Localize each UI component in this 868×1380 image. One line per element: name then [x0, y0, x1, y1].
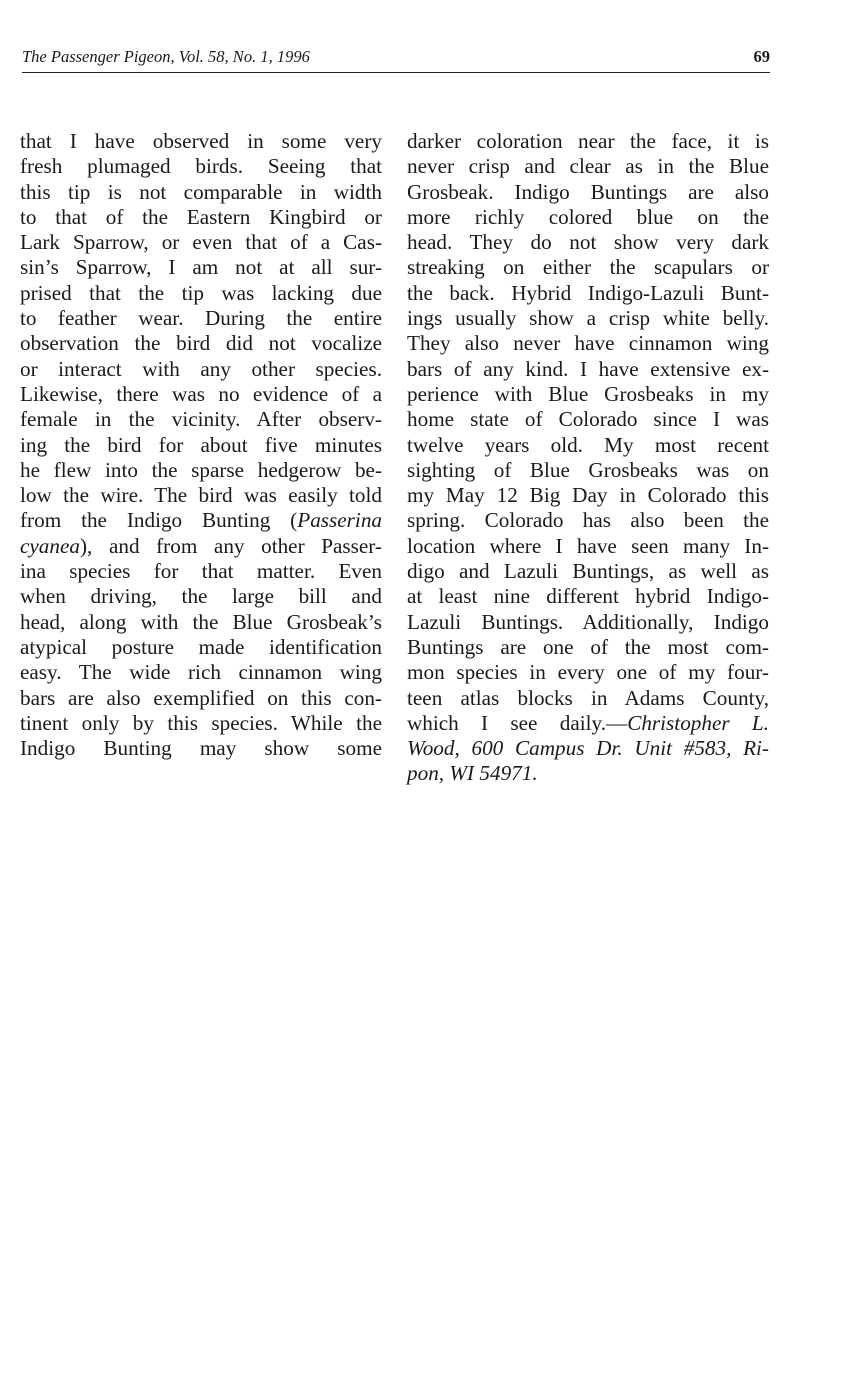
text-line: spring. Colorado has also been the [407, 508, 769, 533]
line-roman: which I see daily.— [407, 710, 628, 735]
right-column [407, 129, 769, 787]
text-line: sighting of Blue Grosbeaks was on [407, 457, 769, 482]
species-name-italic: Passerina [297, 508, 382, 533]
text-line: twelve years old. My most recent [407, 432, 769, 457]
text-line: perience with Blue Grosbeaks in my [407, 381, 769, 406]
text-line: tinent only by this species. While the [20, 710, 382, 735]
journal-reference: The Passenger Pigeon, Vol. 58, No. 1, 1996 [22, 47, 310, 66]
text-line: bars are also exemplified on this con- [20, 685, 382, 710]
text-line: to that of the Eastern Kingbird or [20, 204, 382, 229]
line-roman: from the Indigo Bunting ( [20, 508, 298, 533]
text-line: my May 12 Big Day in Colorado this [407, 483, 769, 508]
text-line-with-italic [20, 534, 382, 559]
text-line: fresh plumaged birds. Seeing that [20, 154, 382, 179]
text-line: when driving, the large bill and [20, 584, 382, 609]
text-line: easy. The wide rich cinnamon wing [20, 660, 382, 685]
text-line: that I have observed in some very [20, 129, 382, 153]
text-line: head. They do not show very dark [407, 230, 769, 255]
text-line: at least nine different hybrid Indigo- [407, 584, 769, 609]
text-line: sin’s Sparrow, I am not at all sur- [20, 255, 382, 280]
left-column [20, 129, 382, 761]
text-line: Likewise, there was no evidence of a [20, 381, 382, 406]
text-line: ings usually show a crisp white belly. [407, 306, 769, 331]
text-line: head, along with the Blue Grosbeak’s [20, 609, 382, 634]
text-line: teen atlas blocks in Adams County, [407, 685, 769, 710]
text-line: to feather wear. During the entire [20, 306, 382, 331]
text-line: the back. Hybrid Indigo-Lazuli Bunt- [407, 280, 769, 305]
author-name-italic: Christopher L. [627, 710, 769, 735]
text-line: he flew into the sparse hedgerow be- [20, 457, 382, 482]
text-line: low the wire. The bird was easily told [20, 483, 382, 508]
text-line: location where I have seen many In- [407, 533, 769, 558]
text-line: more richly colored blue on the [407, 204, 769, 229]
text-line: ing the bird for about five minutes [20, 432, 382, 457]
text-line: never crisp and clear as in the Blue [407, 154, 769, 179]
page-number: 69 [753, 47, 770, 66]
text-line: atypical posture made identification [20, 634, 382, 659]
text-line: Lazuli Buntings. Additionally, Indigo [407, 609, 769, 634]
author-address-line [407, 761, 769, 786]
text-line: bars of any kind. I have extensive ex- [407, 356, 769, 381]
running-header [22, 46, 770, 73]
text-line: Buntings are one of the most com- [407, 634, 769, 659]
text-line: darker coloration near the face, it is [407, 129, 769, 153]
author-address-italic: pon, WI 54971. [407, 761, 538, 786]
text-line: prised that the tip was lacking due [20, 280, 382, 305]
text-line: Lark Sparrow, or even that of a Cas- [20, 230, 382, 255]
line-roman: ), and from any other Passer- [80, 533, 382, 558]
text-line: ina species for that matter. Even [20, 559, 382, 584]
text-line: mon species in every one of my four- [407, 660, 769, 685]
text-line: digo and Lazuli Buntings, as well as [407, 559, 769, 584]
author-address-italic: Wood, 600 Campus Dr. Unit #583, Ri- [407, 736, 769, 761]
text-line: They also never have cinnamon wing [407, 331, 769, 356]
text-line: home state of Colorado since I was [407, 407, 769, 432]
author-address-line [407, 736, 769, 761]
signature-line [407, 711, 769, 736]
text-line: observation the bird did not vocalize [20, 331, 382, 356]
text-line: streaking on either the scapulars or [407, 255, 769, 280]
text-line: Indigo Bunting may show some [20, 736, 382, 761]
text-line-with-italic [20, 508, 382, 533]
species-name-italic: cyanea [20, 533, 80, 558]
text-line: this tip is not comparable in width [20, 179, 382, 204]
text-line: Grosbeak. Indigo Buntings are also [407, 179, 769, 204]
text-line: female in the vicinity. After observ- [20, 407, 382, 432]
text-line: or interact with any other species. [20, 356, 382, 381]
